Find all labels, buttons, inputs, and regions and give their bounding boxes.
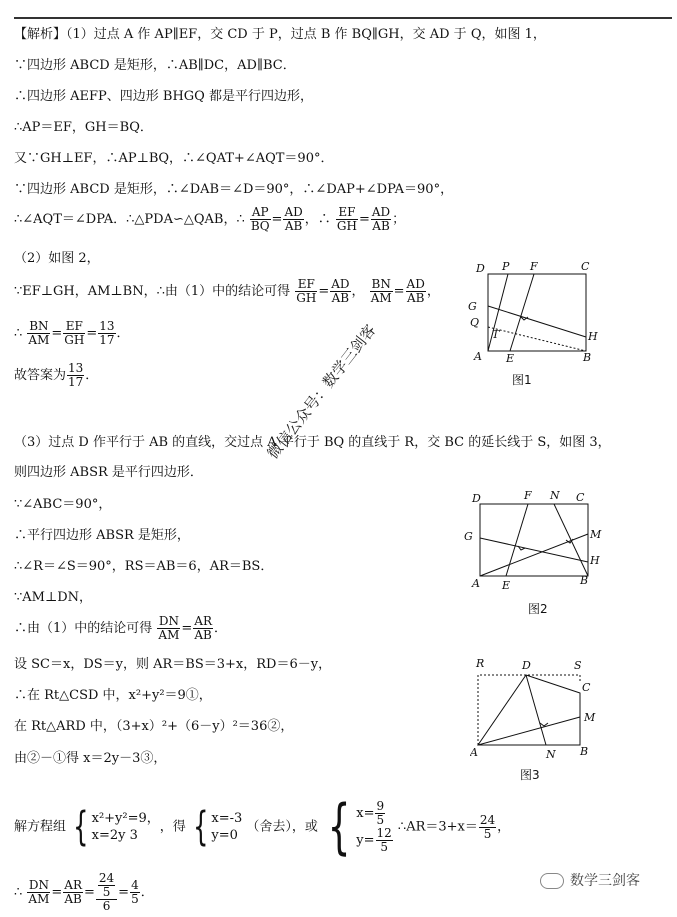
- figure-3-caption: 图3: [520, 768, 540, 782]
- svg-text:B: B: [583, 351, 592, 364]
- fig1-gh: [488, 306, 586, 337]
- frac-4-5: $\frac{4}{5}$: [131, 878, 139, 906]
- fig1-right-angle: [520, 316, 528, 320]
- frac-ar-ab: $\frac{AR}{AB}$: [194, 614, 212, 642]
- svg-text:P: P: [502, 260, 510, 273]
- svg-text:F: F: [524, 489, 532, 502]
- fig3-am: [478, 717, 580, 745]
- line-19: 设 SC＝x，DS＝y，则 AR＝BS＝3+x，RD＝6－y，: [14, 657, 332, 672]
- line-8: （2）如图 2，: [14, 251, 100, 266]
- svg-text:H: H: [588, 330, 598, 343]
- line-15: ∴平行四边形 ABSR 是矩形，: [14, 528, 190, 543]
- frac-ad-ab-2: $\frac{AD}{AB}$: [371, 205, 391, 233]
- system-3: x= $\frac{9}{5}$ y= $\frac{12}{5}$: [356, 799, 392, 854]
- frac-ef-gh-2: $\frac{EF}{GH}$: [296, 277, 317, 305]
- frac-ad-ab-4: $\frac{AD}{AB}$: [406, 277, 425, 305]
- svg-text:G: G: [464, 530, 473, 543]
- svg-text:M: M: [590, 528, 602, 541]
- line-13: 则四边形 ABSR 是平行四边形．: [14, 465, 203, 480]
- svg-text:C: C: [576, 491, 585, 504]
- svg-text:Q: Q: [470, 316, 480, 329]
- line-11: 故答案为 $\frac{13}{17}$ ．: [14, 361, 99, 389]
- svg-text:B: B: [580, 574, 589, 587]
- line-2: ∵四边形 ABCD 是矩形，∴AB∥DC，AD∥BC．: [14, 58, 296, 73]
- svg-text:C: C: [582, 681, 591, 694]
- frac-ad-ab: $\frac{AD}{AB}$: [284, 205, 303, 233]
- top-rule: [14, 17, 672, 19]
- line-20: ∴在 Rt△CSD 中，x²+y²＝9①，: [14, 688, 212, 703]
- svg-text:E: E: [502, 579, 511, 592]
- frac-bn-am: $\frac{BN}{AM}$: [370, 277, 392, 305]
- fig2-ef: [506, 504, 528, 576]
- line-9: ∵EF⊥GH，AM⊥BN，∴由（1）中的结论可得 $\frac{EF}{GH}$ = $\frac{AD}{AB}$ ， $\frac{BN}{AM}$ = $\frac{AD}{AB}$ ，: [14, 277, 440, 305]
- line-3: ∴四边形 AEFP、四边形 BHGQ 都是平行四边形，: [14, 89, 313, 104]
- line-14: ∵∠ABC＝90°，: [14, 497, 112, 512]
- fig1-ef: [510, 274, 534, 351]
- svg-text:D: D: [522, 659, 531, 672]
- svg-text:D: D: [476, 262, 485, 275]
- svg-text:R: R: [476, 657, 485, 670]
- svg-text:A: A: [472, 577, 480, 590]
- figure-1: [462, 260, 602, 370]
- frac-dn-am-2: $\frac{DN}{AM}$: [28, 878, 50, 906]
- logo: 数学三剑客: [540, 870, 640, 890]
- frac-13-17: $\frac{13}{17}$: [99, 319, 115, 347]
- line-6: ∵四边形 ABCD 是矩形，∴∠DAB＝∠D＝90°，∴∠DAP+∠DPA＝90°，: [14, 182, 454, 197]
- wechat-icon: [540, 873, 564, 889]
- line-4: ∴AP＝EF，GH＝BQ．: [14, 120, 153, 135]
- line-12: （3）过点 D 作平行于 AB 的直线，交过点 A 平行于 BQ 的直线于 R，交 BC 的延长线于 S，如图 3，: [14, 435, 611, 450]
- figure-2-caption: 图2: [528, 602, 548, 616]
- line-22: 由②－①得 x＝2y－3③，: [14, 751, 167, 766]
- frac-bn-am-2: $\frac{BN}{AM}$: [28, 319, 50, 347]
- frac-ef-gh: $\frac{EF}{GH}$: [336, 205, 357, 233]
- line-17: ∵AM⊥DN，: [14, 590, 92, 605]
- svg-text:M: M: [584, 711, 596, 724]
- svg-text:A: A: [470, 746, 478, 759]
- line-24: ∴ $\frac{DN}{AM}$ = $\frac{AR}{AB}$ = $\frac{\frac{24}{5}}{6}$ = $\frac{4}{5}$ ．: [14, 871, 154, 913]
- fig3-dn: [526, 675, 546, 745]
- line-21: 在 Rt△ARD 中，（3+x）²+（6－y）²＝36②，: [14, 719, 294, 734]
- svg-text:N: N: [550, 489, 560, 502]
- svg-text:G: G: [468, 300, 477, 313]
- fig3-right-angle: [540, 723, 548, 726]
- frac-dn-am: $\frac{DN}{AM}$: [158, 614, 180, 642]
- system-2: x=-3 y=0: [211, 811, 243, 843]
- svg-text:B: B: [580, 745, 589, 758]
- figure-2: [462, 488, 602, 593]
- fig2-bn: [554, 504, 588, 576]
- line-16: ∴∠R＝∠S＝90°，RS＝AB＝6，AR＝BS．: [14, 559, 274, 574]
- line-18: ∴由（1）中的结论可得 $\frac{DN}{AM}$ = $\frac{AR}{AB}$ ．: [14, 614, 227, 642]
- watermark: 微信公众号：数学三剑客: [263, 321, 380, 463]
- frac-ef-gh-3: $\frac{EF}{GH}$: [64, 319, 85, 347]
- figure-1-caption: 图1: [512, 373, 532, 387]
- svg-text:E: E: [506, 352, 515, 365]
- line-7-text: ∴∠AQT＝∠DPA．∴△PDA∽△QAB，∴: [14, 212, 245, 227]
- frac-answer: $\frac{13}{17}$: [68, 361, 84, 389]
- svg-text:S: S: [574, 659, 582, 672]
- line-10: ∴ $\frac{BN}{AM}$ = $\frac{EF}{GH}$ = $\frac{13}{17}$ ．: [14, 319, 130, 347]
- line-9-text: ∵EF⊥GH，AM⊥BN，∴由（1）中的结论可得: [14, 284, 291, 299]
- svg-text:D: D: [472, 492, 481, 505]
- frac-ar-ab-2: $\frac{AR}{AB}$: [64, 878, 82, 906]
- line-5: 又∵GH⊥EF，∴AP⊥BQ，∴∠QAT+∠AQT＝90°．: [14, 151, 334, 166]
- fig2-right-angle-1: [518, 546, 525, 550]
- frac-complex: $\frac{\frac{24}{5}}{6}$: [96, 872, 117, 913]
- line-7: ∴∠AQT＝∠DPA．∴△PDA∽△QAB，∴ $\frac{AP}{BQ}$ = $\frac{AD}{AB}$ ，∴ $\frac{EF}{GH}$ = $\frac{AD}{AB}$ ；: [14, 205, 406, 233]
- system-1: x²+y²=9， x=2y 3: [91, 811, 160, 843]
- figure-3: [470, 655, 605, 763]
- svg-text:T: T: [492, 328, 500, 341]
- frac-24-5: $\frac{24}{5}$: [479, 812, 496, 841]
- svg-text:A: A: [474, 350, 482, 363]
- frac-ad-ab-3: $\frac{AD}{AB}$: [331, 277, 350, 305]
- svg-text:C: C: [581, 260, 590, 273]
- svg-text:H: H: [590, 554, 600, 567]
- svg-text:N: N: [546, 748, 556, 761]
- line-23: 解方程组 { x²+y²=9， x=2y 3 ，得 { x=-3 y=0 （舍去），或 { x= $\frac{9}{5}$ y= $\frac{12}{5}$ ∴AR＝3+x＝ $\frac{24}{5}$ ，: [14, 792, 511, 862]
- line-1: 【解析】（1）过点 A 作 AP∥EF，交 CD 于 P，过点 B 作 BQ∥GH，交 AD 于 Q，如图 1，: [14, 27, 546, 42]
- svg-text:F: F: [530, 260, 538, 273]
- fig1-rect: [488, 274, 586, 351]
- frac-ap-bq: $\frac{AP}{BQ}$: [250, 205, 270, 233]
- fig1-bq: [488, 327, 586, 351]
